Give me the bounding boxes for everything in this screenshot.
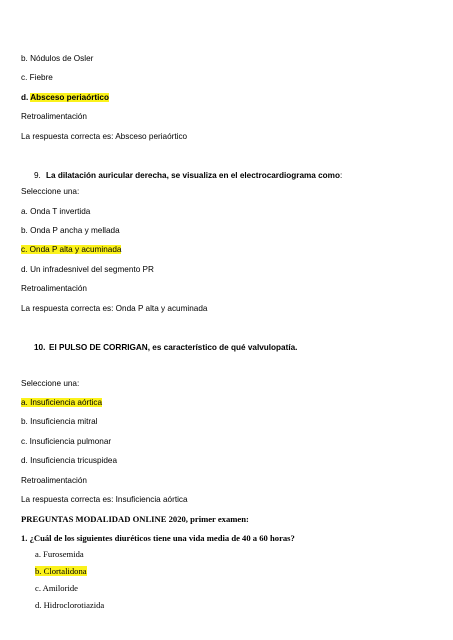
q10-feedback-label: Retroalimentación [21, 476, 87, 485]
q9-feedback-label: Retroalimentación [21, 284, 87, 293]
q9-option-d: d. Un infradesnivel del segmento PR [21, 265, 154, 274]
online-q1-option-c: c. Amiloride [35, 583, 78, 593]
q9-answer: La respuesta correcta es: Onda P alta y acuminada [21, 304, 208, 313]
q10-option-c: c. Insuficiencia pulmonar [21, 437, 112, 446]
q8-option-c: c. Fiebre [21, 73, 53, 82]
q8-feedback-label: Retroalimentación [21, 112, 87, 121]
q9-option-c-highlight: c. Onda P alta y acuminada [21, 245, 122, 254]
q9-prompt: Seleccione una: [21, 187, 80, 196]
q10-option-b: b. Insuficiencia mitral [21, 417, 98, 426]
q10-question [34, 343, 297, 353]
q10-option-d: d. Insuficiencia tricuspidea [21, 456, 118, 465]
q9-question-suffix: : [339, 171, 343, 180]
q8-option-d-highlight: Absceso periaórtico [30, 93, 109, 102]
online-section-heading: PREGUNTAS MODALIDAD ONLINE 2020, primer examen: [21, 514, 249, 524]
online-q1-option-d: d. Hidroclorotiazida [35, 600, 105, 610]
q9-option-c [21, 245, 121, 255]
q10-number: 10. [34, 343, 46, 352]
q10-prompt: Seleccione una: [21, 379, 80, 388]
q10-question-text: El PULSO DE CORRIGAN, es característico de qué valvulopatía. [49, 343, 298, 352]
q9-question-text: La dilatación auricular derecha, se visualiza en el electrocardiograma como [46, 171, 340, 180]
q10-answer: La respuesta correcta es: Insuficiencia aórtica [21, 495, 188, 504]
q9-number: 9. [34, 171, 41, 180]
online-q1-option-b [35, 566, 87, 576]
q9-option-a: a. Onda T invertida [21, 207, 91, 216]
q10-option-a [21, 398, 102, 408]
q10-option-a-highlight: a. Insuficiencia aórtica [21, 398, 103, 407]
q8-answer: La respuesta correcta es: Absceso periaórtico [21, 132, 188, 141]
q8-option-b: b. Nódulos de Osler [21, 54, 94, 63]
online-q1-option-b-highlight: b. Clortalidona [35, 566, 87, 576]
q8-option-d [21, 93, 109, 103]
q9-question [34, 171, 342, 181]
online-q1-option-a: a. Furosemida [35, 549, 84, 559]
q8-option-d-prefix: d. [21, 93, 31, 102]
q9-option-b: b. Onda P ancha y mellada [21, 226, 120, 235]
online-q1-question: 1. ¿Cuál de los siguientes diuréticos tiene una vida media de 40 a 60 horas? [21, 533, 295, 543]
